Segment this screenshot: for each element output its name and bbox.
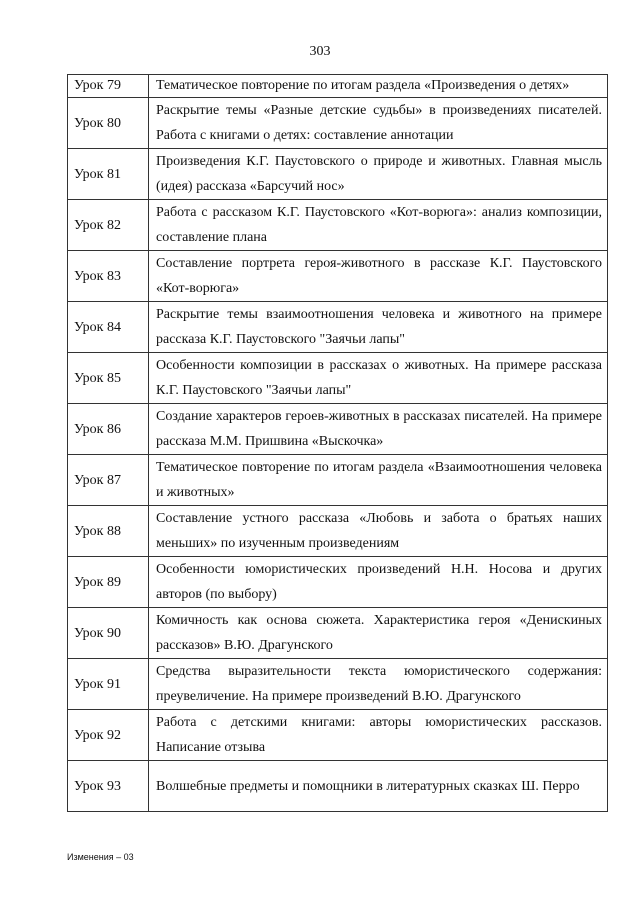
lesson-topic: Волшебные предметы и помощники в литературных сказках Ш. Перро [149,761,608,812]
lesson-number: Урок 84 [68,302,149,353]
lesson-number: Урок 92 [68,710,149,761]
lesson-topic: Тематическое повторение по итогам раздела «Произведения о детях» [149,75,608,98]
lesson-topic: Раскрытие темы «Разные детские судьбы» в произведениях писателей. Работа с книгами о детях: составление аннотации [149,98,608,149]
table-row [68,608,608,659]
table-row [68,98,608,149]
table-row [68,75,608,98]
lesson-number: Урок 80 [68,98,149,149]
lesson-number: Урок 90 [68,608,149,659]
lesson-number: Урок 93 [68,761,149,812]
lesson-topic: Средства выразительности текста юмористического содержания: преувеличение. На примере произведений В.Ю. Драгунского [149,659,608,710]
table-row [68,557,608,608]
lesson-number: Урок 79 [68,75,149,98]
table-row [68,251,608,302]
lesson-topic: Работа с рассказом К.Г. Паустовского «Кот-ворюга»: анализ композиции, составление плана [149,200,608,251]
lesson-number: Урок 82 [68,200,149,251]
lesson-topic: Тематическое повторение по итогам раздела «Взаимоотношения человека и животных» [149,455,608,506]
table-row [68,710,608,761]
lesson-topic: Комичность как основа сюжета. Характеристика героя «Денискиных рассказов» В.Ю. Драгунского [149,608,608,659]
table-row [68,200,608,251]
table-row [68,659,608,710]
lesson-number: Урок 91 [68,659,149,710]
table-row [68,302,608,353]
lesson-topic: Произведения К.Г. Паустовского о природе и животных. Главная мысль (идея) рассказа «Барсучий нос» [149,149,608,200]
table-row [68,353,608,404]
lesson-number: Урок 86 [68,404,149,455]
lesson-topic: Особенности композиции в рассказах о животных. На примере рассказа К.Г. Паустовского "Заячьи лапы" [149,353,608,404]
lesson-topic: Особенности юмористических произведений Н.Н. Носова и других авторов (по выбору) [149,557,608,608]
revision-footer: Изменения – 03 [67,852,134,862]
lesson-topic: Раскрытие темы взаимоотношения человека и животного на примере рассказа К.Г. Паустовского "Заячьи лапы" [149,302,608,353]
table-row [68,761,608,812]
lesson-topic: Работа с детскими книгами: авторы юмористических рассказов. Написание отзыва [149,710,608,761]
lesson-number: Урок 81 [68,149,149,200]
lesson-topic: Составление портрета героя-животного в рассказе К.Г. Паустовского «Кот-ворюга» [149,251,608,302]
lesson-number: Урок 88 [68,506,149,557]
lesson-number: Урок 85 [68,353,149,404]
lesson-number: Урок 87 [68,455,149,506]
table-row [68,404,608,455]
page-number: 303 [309,44,331,59]
lesson-plan-table [67,74,608,812]
lesson-number: Урок 83 [68,251,149,302]
table-row [68,149,608,200]
lesson-number: Урок 89 [68,557,149,608]
table-row [68,455,608,506]
lesson-topic: Создание характеров героев-животных в рассказах писателей. На примере рассказа М.М. Пришвина «Выскочка» [149,404,608,455]
lesson-topic: Составление устного рассказа «Любовь и забота о братьях наших меньших» по изученным произведениям [149,506,608,557]
table-row [68,506,608,557]
